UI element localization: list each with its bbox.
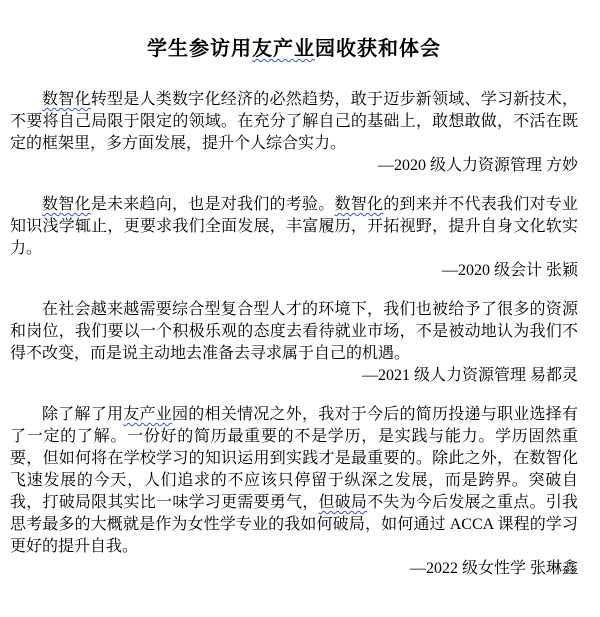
paragraph-text[interactable] [10, 89, 578, 155]
spellcheck-flagged-text: 但破局 [318, 494, 368, 511]
paragraph-text[interactable] [10, 194, 578, 260]
text-segment: 园收获和体会 [315, 38, 441, 60]
attribution-line: —2022 级女性学 张琳鑫 [409, 560, 578, 577]
spellcheck-flagged-text: 数智化 [334, 196, 384, 213]
attribution-line: —2020 级人力资源管理 方妙 [377, 157, 578, 174]
paragraph-block [10, 89, 578, 177]
paragraph-block [10, 299, 578, 387]
paragraph-block [10, 404, 578, 580]
text-segment: 在社会越来越需要综合型复合型人才的环境下，我们也被给予了很多的资源和岗位，我们要以一个积极乐观的态度去看待就业市场，不是被动地认为我们不得不改变，而是说主动地去准备去寻求属于自己的机遇。 [10, 301, 578, 362]
text-segment: 园的相关情况之外，我对于今后的简历投递与职业选择有了一定的了解。一份好的简历最重要的不是学历，是实践与能力。学历固然重要，但如何将在学校学习的知识运用到实践才是最重要的。除此之外，在数智化飞速发展的今天，人们追求的不应该只停留于纵深之发展，而是跨界。突破自我，打破局限其实比一味学习更需要勇气， [10, 406, 578, 511]
attribution-line: —2020 级会计 张颖 [441, 262, 578, 279]
text-segment: 学生参访用 [147, 38, 252, 60]
document-page [0, 36, 600, 617]
spellcheck-flagged-text: 数智化 [42, 91, 91, 108]
spellcheck-flagged-text: 友产业 [123, 406, 172, 423]
paragraph-text[interactable] [10, 299, 578, 365]
spellcheck-flagged-text: 友产业 [252, 38, 315, 60]
paragraph-block [10, 194, 578, 282]
spellcheck-flagged-text: 数智化 [42, 196, 91, 213]
page-title[interactable] [10, 36, 578, 62]
document-body [10, 89, 578, 580]
text-segment: 转型是人类数字化经济的必然趋势，敢于迈步新领域、学习新技术，不要将自己局限于限定的领域。在充分了解自己的基础上，敢想敢做，不活在既定的框架里，多方面发展，提升个人综合实力。 [10, 91, 578, 152]
text-segment: 除了解了用 [42, 406, 124, 423]
text-segment: 是未来趋向，也是对我们的考验。 [90, 196, 335, 213]
attribution-line: —2021 级人力资源管理 易都灵 [361, 367, 578, 384]
text-segment: 不失为今后发展之重点。引我思考最多的大概就是作为女性学专业的我如何破局，如何通过 ACCA 课程的学习更好的提升自我。 [10, 494, 578, 555]
paragraph-text[interactable] [10, 404, 578, 558]
text-segment: 的到来并不代表我们对专业知识浅学辄止，更要求我们全面发展，丰富履历，开拓视野，提升自身文化软实力。 [10, 196, 578, 257]
